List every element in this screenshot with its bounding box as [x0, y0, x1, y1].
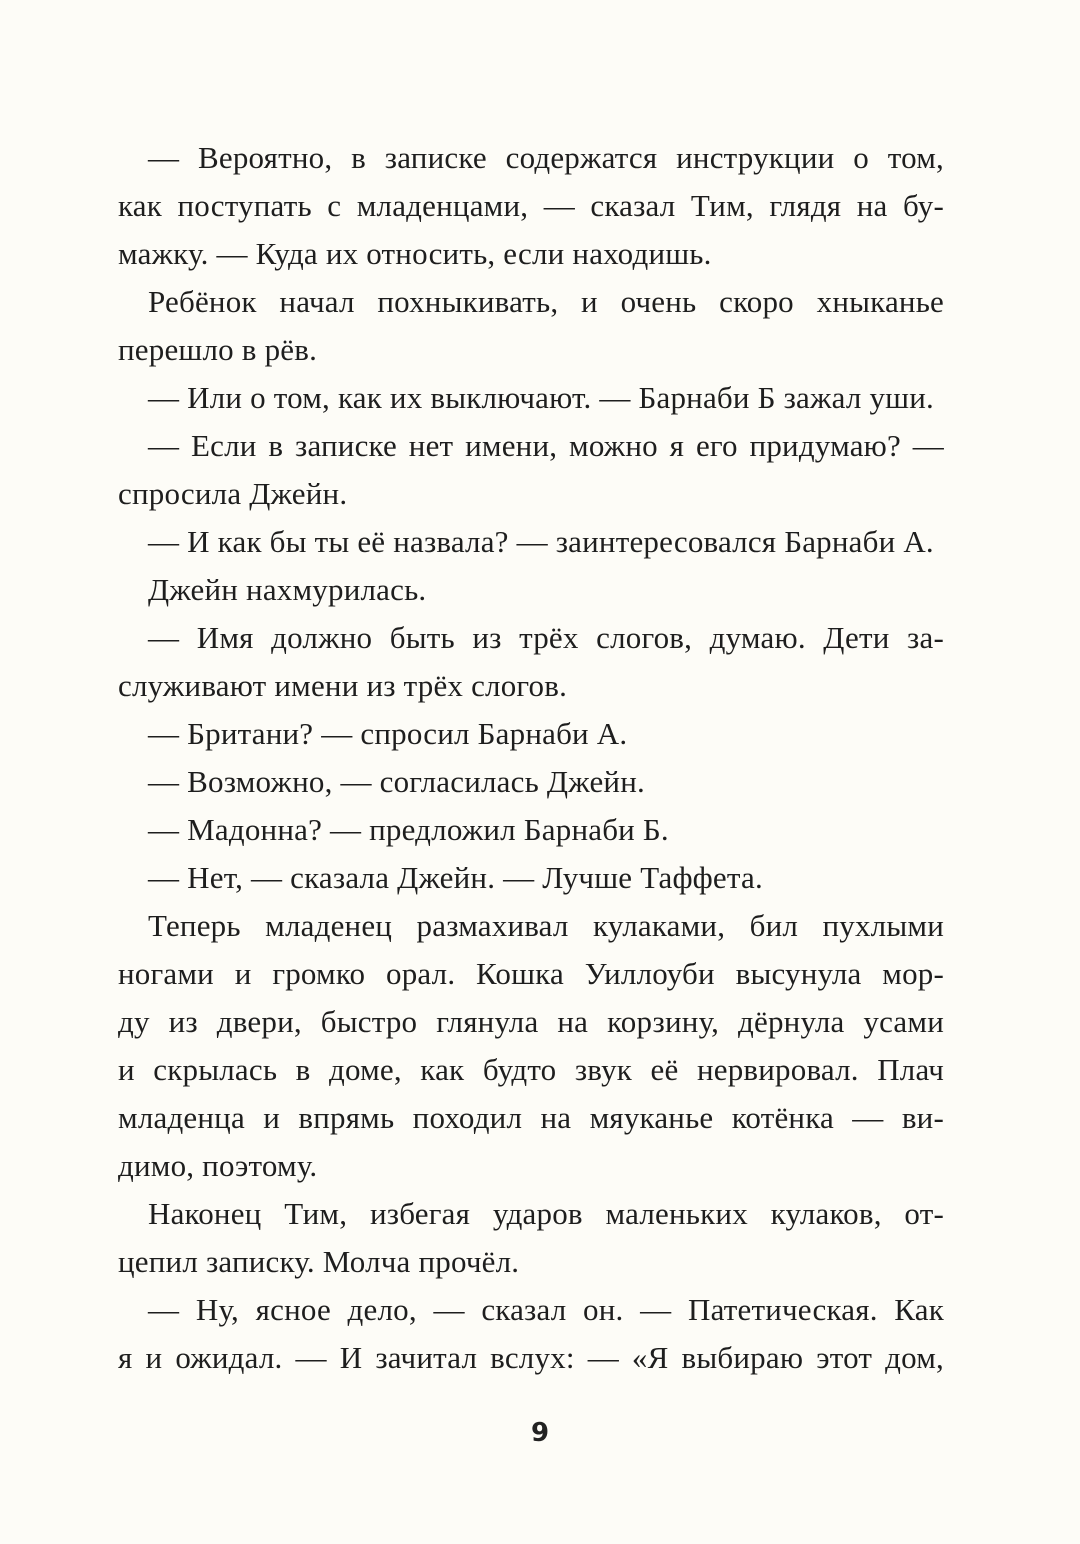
- text-line: служивают имени из трёх слогов.: [118, 668, 568, 703]
- text-line: Теперь младенец размахивал кулаками, бил пухлыми: [148, 908, 944, 943]
- body-text: [118, 134, 944, 1382]
- text-line: цепил записку. Молча прочёл.: [118, 1244, 520, 1279]
- text-line: и скрылась в доме, как будто звук её нервировал. Плач: [118, 1052, 944, 1087]
- text-line: перешло в рёв.: [118, 332, 318, 367]
- text-line: — Ну, ясное дело, — сказал он. — Патетическая. Как: [148, 1292, 944, 1327]
- text-line: — И как бы ты её назвала? — заинтересовался Барнаби А.: [148, 524, 934, 559]
- text-line: мажку. — Куда их относить, если находишь.: [118, 236, 712, 271]
- text-line: — Нет, — сказала Джейн. — Лучше Таффета.: [148, 860, 763, 895]
- text-line: — Если в записке нет имени, можно я его придумаю? —: [148, 428, 944, 463]
- text-line: как поступать с младенцами, — сказал Тим, глядя на бу-: [118, 188, 944, 223]
- text-line: — Британи? — спросил Барнаби А.: [148, 716, 628, 751]
- text-line: — Или о том, как их выключают. — Барнаби Б зажал уши.: [148, 380, 934, 415]
- text-line: ду из двери, быстро глянула на корзину, дёрнула усами: [118, 1004, 944, 1039]
- text-line: спросила Джейн.: [118, 476, 348, 511]
- text-line: Джейн нахмурилась.: [148, 572, 427, 607]
- text-line: ногами и громко орал. Кошка Уиллоуби высунула мор-: [118, 956, 944, 991]
- text-line: — Имя должно быть из трёх слогов, думаю. Дети за-: [148, 620, 944, 655]
- text-line: младенца и впрямь походил на мяуканье котёнка — ви-: [118, 1100, 944, 1135]
- text-line: димо, поэтому.: [118, 1148, 318, 1183]
- text-line: — Мадонна? — предложил Барнаби Б.: [148, 812, 669, 847]
- text-line: Наконец Тим, избегая ударов маленьких кулаков, от-: [148, 1196, 944, 1231]
- text-line: — Вероятно, в записке содержатся инструкции о том,: [148, 140, 944, 175]
- text-line: — Возможно, — согласилась Джейн.: [148, 764, 645, 799]
- page-number: 9: [530, 1418, 550, 1448]
- text-line: я и ожидал. — И зачитал вслух: — «Я выбираю этот дом,: [118, 1340, 944, 1375]
- text-line: Ребёнок начал похныкивать, и очень скоро хныканье: [148, 284, 944, 319]
